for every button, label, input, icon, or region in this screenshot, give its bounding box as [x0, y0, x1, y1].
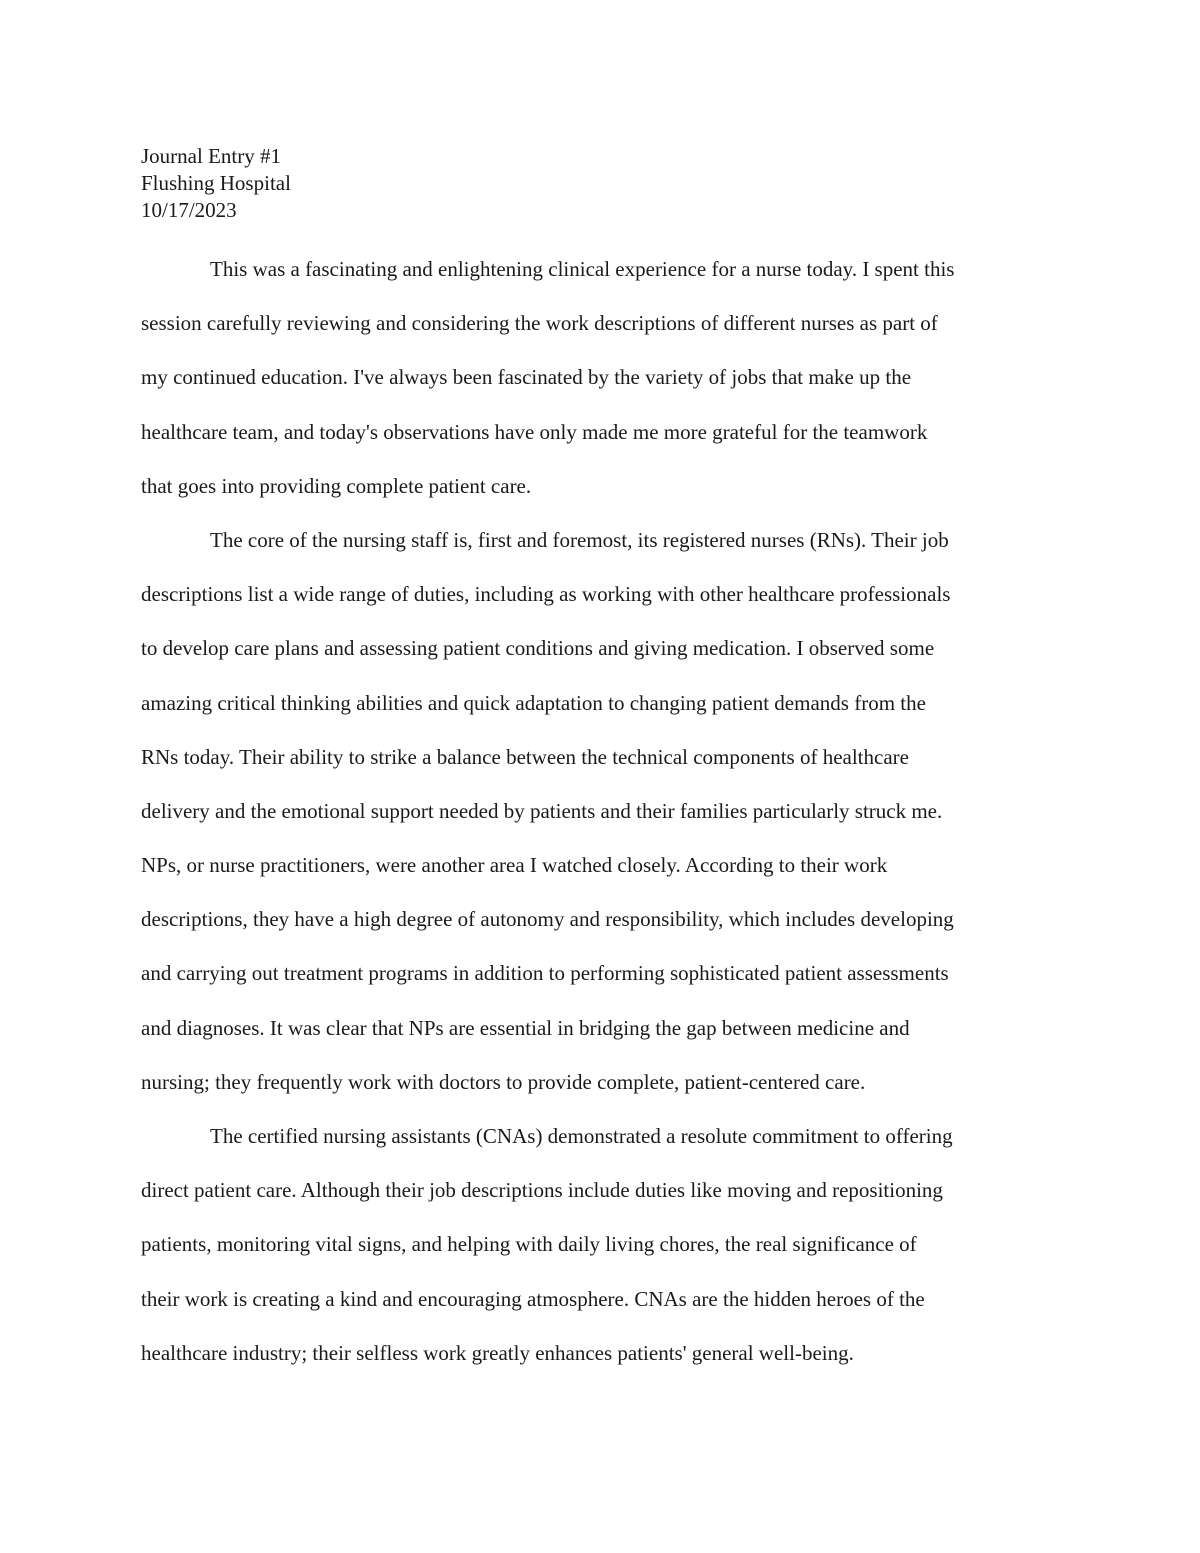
entry-title: Journal Entry #1: [141, 144, 281, 168]
body-line: and carrying out treatment programs in addition to performing sophisticated patient assessments: [141, 961, 949, 986]
body-line: and diagnoses. It was clear that NPs are essential in bridging the gap between medicine and: [141, 1015, 910, 1040]
body-line: that goes into providing complete patient care.: [141, 473, 532, 498]
body-line: healthcare industry; their selfless work greatly enhances patients' general well-being.: [141, 1340, 854, 1365]
document-content: [141, 143, 1061, 1394]
entry-header: [141, 143, 1061, 224]
entry-location: Flushing Hospital: [141, 171, 291, 195]
body-line: The certified nursing assistants (CNAs) demonstrated a resolute commitment to offering: [210, 1124, 953, 1148]
body-line: to develop care plans and assessing patient conditions and giving medication. I observed some: [141, 636, 935, 661]
entry-body: [141, 256, 1061, 1394]
body-line: session carefully reviewing and considering the work descriptions of different nurses as part of: [141, 311, 938, 336]
body-line: healthcare team, and today's observations have only made me more grateful for the teamwork: [141, 419, 928, 444]
body-line: my continued education. I've always been fascinated by the variety of jobs that make up the: [141, 365, 912, 390]
entry-date: 10/17/2023: [141, 198, 237, 222]
body-line: their work is creating a kind and encouraging atmosphere. CNAs are the hidden heroes of the: [141, 1286, 925, 1311]
body-line: RNs today. Their ability to strike a balance between the technical components of healthcare: [141, 744, 909, 769]
body-line: direct patient care. Although their job descriptions include duties like moving and repositioning: [141, 1178, 943, 1203]
body-line: patients, monitoring vital signs, and helping with daily living chores, the real significance of: [141, 1232, 917, 1257]
body-line: descriptions, they have a high degree of autonomy and responsibility, which includes developing: [141, 907, 954, 932]
body-line: This was a fascinating and enlightening clinical experience for a nurse today. I spent this: [210, 257, 955, 281]
body-line: amazing critical thinking abilities and quick adaptation to changing patient demands from the: [141, 690, 926, 715]
body-line: NPs, or nurse practitioners, were another area I watched closely. According to their work: [141, 853, 888, 878]
body-line: descriptions list a wide range of duties, including as working with other healthcare professionals: [141, 582, 951, 607]
body-line: nursing; they frequently work with doctors to provide complete, patient-centered care.: [141, 1069, 866, 1094]
body-line: The core of the nursing staff is, first and foremost, its registered nurses (RNs). Their job: [210, 527, 949, 552]
body-line: delivery and the emotional support needed by patients and their families particularly struck me.: [141, 798, 943, 823]
